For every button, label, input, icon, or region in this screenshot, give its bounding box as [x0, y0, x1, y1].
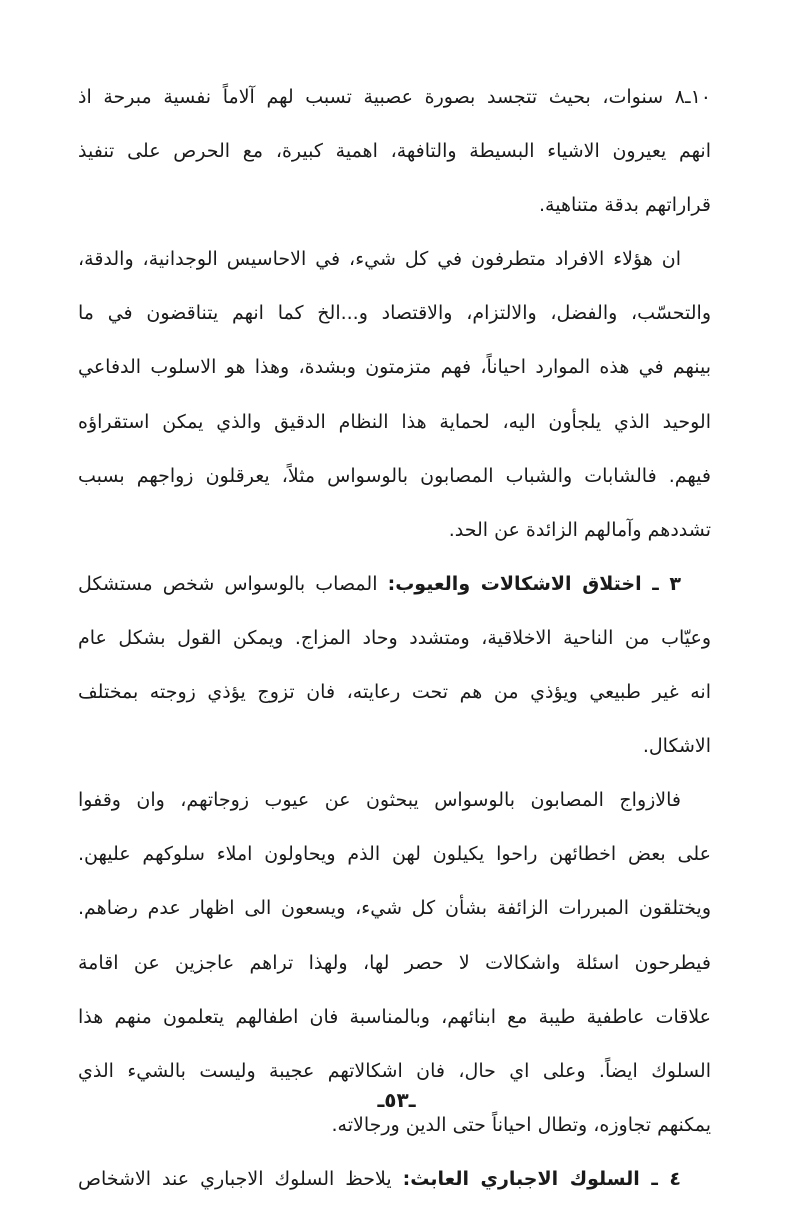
- text-line: ويختلقون المبررات الزائفة بشأن كل شيء، ويسعون الى اظهار عدم رضاهم.: [78, 897, 711, 920]
- text-line: فيهم. فالشابات والشباب المصابون بالوسواس مثلاً، يعرقلون زواجهم بسبب: [78, 464, 711, 487]
- text-line: ١٠ـ٨ سنوات، بحيث تتجسد بصورة عصبية تسبب لهم آلاماً نفسية مبرحة اذ: [78, 86, 711, 108]
- text-line: والتحسّب، والفضل، والالتزام، والاقتصاد و...الخ كما انهم يتناقضون في ما: [78, 302, 711, 325]
- section-4-text: يلاحظ السلوك الاجباري عند الاشخاص: [78, 1167, 392, 1190]
- text-line: انهم يعيرون الاشياء البسيطة والتافهة، اهمية كبيرة، مع الحرص على تنفيذ: [78, 140, 711, 163]
- text-line: وعيّاب من الناحية الاخلاقية، ومتشدد وحاد المزاج. ويمكن القول بشكل عام: [78, 626, 711, 649]
- page-number: ـ٥٣ـ: [377, 1088, 416, 1112]
- text-line: الاشكال.: [642, 735, 711, 758]
- body-text: [78, 70, 711, 1206]
- text-line: علاقات عاطفية طيبة مع ابنائهم، وبالمناسبة فان اطفالهم يتعلمون منهم هذا: [78, 1005, 711, 1028]
- text-line: انه غير طبيعي ويؤذي من هم تحت رعايته، فان تزوج يؤذي زوجته بمختلف: [78, 681, 711, 704]
- text-line: السلوك ايضاً. وعلى اي حال، فان اشكالاتهم عجيبة وليست بالشيء الذي: [78, 1059, 711, 1082]
- text-line: يمكنهم تجاوزه، وتطال احياناً حتى الدين ورجالاته.: [331, 1113, 711, 1136]
- text-line: قراراتهم بدقة متناهية.: [538, 194, 711, 217]
- text-line: فالازواج المصابون بالوسواس يبحثون عن عيوب زوجاتهم، وان وقفوا: [78, 789, 681, 812]
- section-3-text: المصاب بالوسواس شخص مستشكل: [78, 572, 378, 595]
- text-line: تشددهم وآمالهم الزائدة عن الحد.: [448, 518, 711, 541]
- text-line: بينهم في هذه الموارد احياناً، فهم متزمتون وبشدة، وهذا هو الاسلوب الدفاعي: [78, 356, 711, 379]
- section-4-heading: ٤ ـ السلوك الاجباري العابث:: [402, 1167, 681, 1190]
- section-3-line: [78, 557, 711, 611]
- text-line: فيطرحون اسئلة واشكالات لا حصر لها، ولهذا تراهم عاجزين عن اقامة: [78, 951, 711, 974]
- section-3-heading: ٣ ـ اختلاق الاشكالات والعيوب:: [387, 572, 682, 595]
- text-line: على بعض اخطائهن راحوا يكيلون لهن الذم ويحاولون املاء سلوكهم عليهن.: [78, 843, 711, 866]
- text-line: الوحيد الذي يلجأون اليه، لحماية هذا النظام الدقيق والذي يمكن استقراؤه: [78, 410, 711, 433]
- text-line: ان هؤلاء الافراد متطرفون في كل شيء، في الاحاسيس الوجدانية، والدقة،: [78, 248, 681, 271]
- section-4-line: [78, 1152, 711, 1206]
